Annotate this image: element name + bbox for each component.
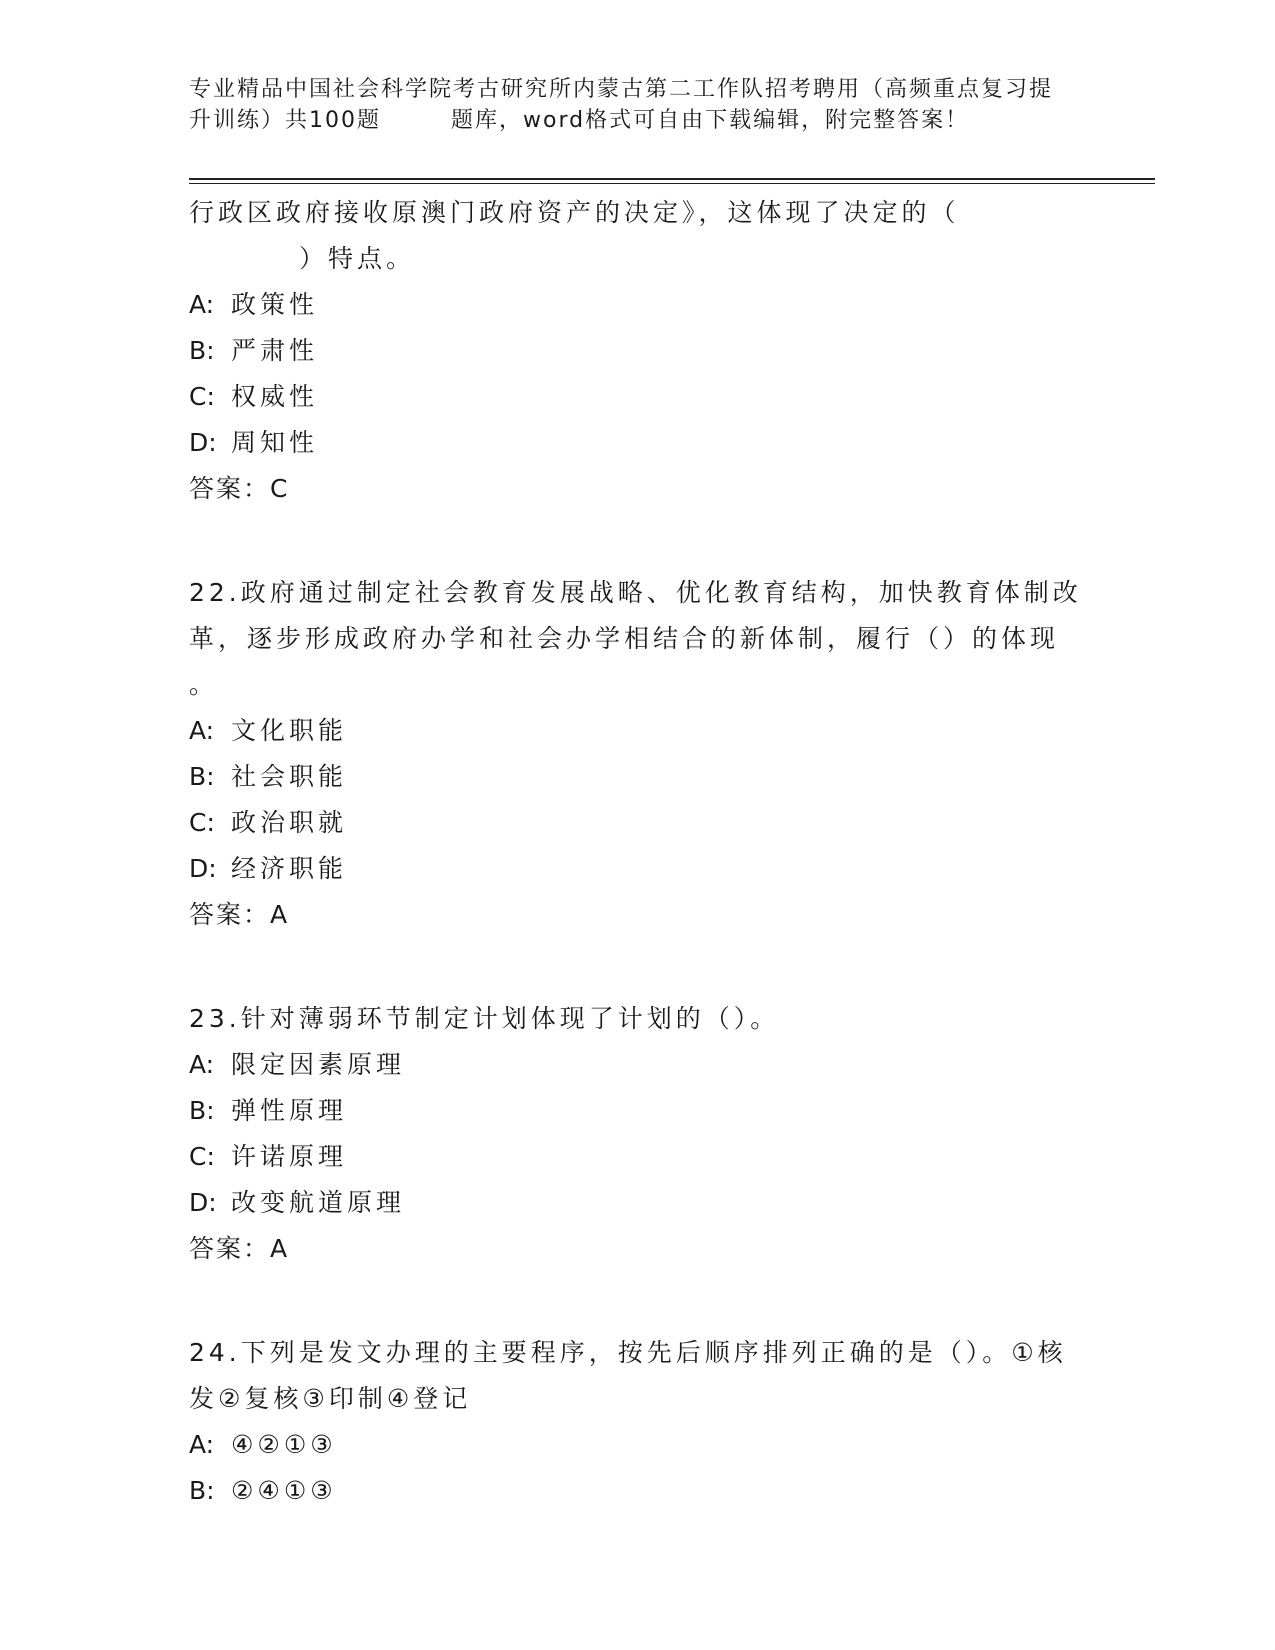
question-24 <box>189 1330 1089 1514</box>
question-spacer <box>189 1272 1089 1330</box>
option-letter: D: <box>189 854 217 883</box>
question-text-line: 24.下列是发文办理的主要程序，按先后顺序排列正确的是（）。①核 <box>189 1338 1067 1367</box>
header-divider-thick <box>189 178 1155 180</box>
option-text: 周知性 <box>231 428 319 457</box>
option-letter: B: <box>189 336 215 365</box>
option-b <box>189 1468 1089 1514</box>
option-letter: B: <box>189 1476 215 1505</box>
question-list <box>189 190 1089 1514</box>
option-letter: A: <box>189 716 215 745</box>
page-header <box>189 74 1089 136</box>
question-23 <box>189 996 1089 1272</box>
answer-line: 答案：A <box>189 900 290 929</box>
option-text: 社会职能 <box>231 762 348 791</box>
question-21 <box>189 190 1089 512</box>
option-d <box>189 846 1089 892</box>
option-c <box>189 374 1089 420</box>
option-text: ④②①③ <box>231 1430 337 1459</box>
option-text: 经济职能 <box>231 854 348 883</box>
option-text: 文化职能 <box>231 716 348 745</box>
option-text: 许诺原理 <box>231 1142 348 1171</box>
header-title-left: 升训练）共100题 <box>189 108 381 133</box>
question-text-line: 发②复核③印制④登记 <box>189 1384 472 1413</box>
question-text-line: 行政区政府接收原澳门政府资产的决定》，这体现了决定的（ <box>189 198 960 227</box>
option-text: 政策性 <box>231 290 319 319</box>
header-divider-thin <box>189 183 1155 184</box>
header-title-right: 题库，word格式可自由下载编辑，附完整答案！ <box>451 108 970 133</box>
option-letter: A: <box>189 1430 215 1459</box>
option-letter: D: <box>189 1188 217 1217</box>
option-a <box>189 282 1089 328</box>
question-text-line: ）特点。 <box>299 244 416 273</box>
option-letter: A: <box>189 1050 215 1079</box>
answer-line: 答案：A <box>189 1234 290 1263</box>
option-text: 限定因素原理 <box>231 1050 406 1079</box>
header-title-line-2 <box>189 105 1089 136</box>
option-letter: D: <box>189 428 217 457</box>
option-a <box>189 1042 1089 1088</box>
option-text: 改变航道原理 <box>231 1188 406 1217</box>
question-text-line: 。 <box>189 670 219 699</box>
option-b <box>189 328 1089 374</box>
option-letter: C: <box>189 382 215 411</box>
option-letter: B: <box>189 762 215 791</box>
option-text: 权威性 <box>231 382 319 411</box>
header-title-line-1: 专业精品中国社会科学院考古研究所内蒙古第二工作队招考聘用（高频重点复习提 <box>189 77 1054 102</box>
question-spacer <box>189 938 1089 996</box>
question-text-line: 22.政府通过制定社会教育发展战略、优化教育结构，加快教育体制改 <box>189 578 1082 607</box>
answer-line: 答案：C <box>189 474 290 503</box>
option-letter: B: <box>189 1096 215 1125</box>
question-spacer <box>189 512 1089 570</box>
option-text: 政治职就 <box>231 808 348 837</box>
option-letter: C: <box>189 1142 215 1171</box>
option-text: 严肃性 <box>231 336 319 365</box>
option-d <box>189 420 1089 466</box>
question-text-line: 23.针对薄弱环节制定计划体现了计划的（）。 <box>189 1004 780 1033</box>
option-letter: A: <box>189 290 215 319</box>
option-letter: C: <box>189 808 215 837</box>
option-b <box>189 1088 1089 1134</box>
option-b <box>189 754 1089 800</box>
option-text: 弹性原理 <box>231 1096 348 1125</box>
question-22 <box>189 570 1089 938</box>
option-d <box>189 1180 1089 1226</box>
option-c <box>189 800 1089 846</box>
option-a <box>189 1422 1089 1468</box>
option-a <box>189 708 1089 754</box>
question-text-line: 革，逐步形成政府办学和社会办学相结合的新体制，履行（）的体现 <box>189 624 1060 653</box>
option-text: ②④①③ <box>231 1476 337 1505</box>
option-c <box>189 1134 1089 1180</box>
